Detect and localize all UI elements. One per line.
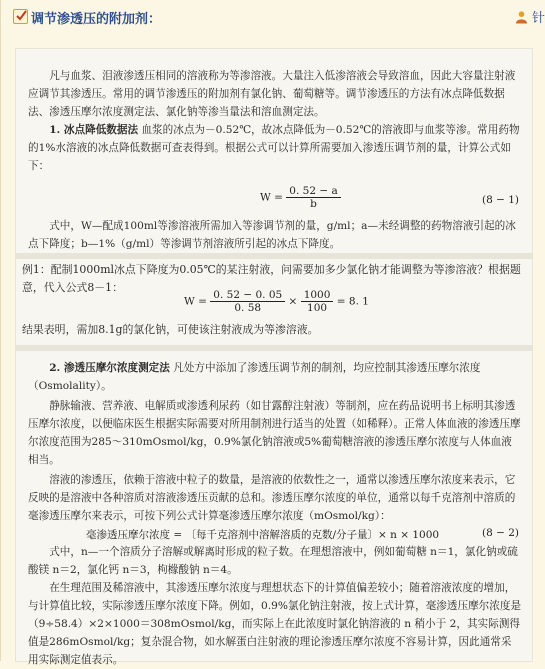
formula2-description: 式中，n—一个溶质分子溶解或解离时形成的粒子数。在理想溶液中，例如葡萄糖 n＝1，氯化钠或硫酸镁 n＝2，氯化钙 n＝3，枸橼酸钠 n＝4。 — [28, 546, 518, 576]
formula2-denominator-a: 0. 58 — [234, 302, 262, 314]
formula1-description: 式中，W—配成100ml等渗溶液所需加入等渗调节剂的量，g/ml；a—未经调整的药物溶液引起的冰点下降度；b—1%（g/ml）等渗调节剂溶液所引起的冰点下降度。 — [28, 220, 516, 250]
checkbox-icon — [13, 9, 28, 24]
header-bar — [1, 0, 543, 34]
formula-8-2: 毫渗透压摩尔浓度 = 〔每千克溶剂中溶解溶质的克数/分子量〕× n × 1000 — [86, 529, 440, 541]
section2-paragraph-3: 在生理范围及稀溶液中，其渗透压摩尔浓度与理想状态下的计算值偏差较小；随着溶液浓度的增加，与计算值比较，实际渗透压摩尔浓度下降。例如，0.9%氯化钠注射液，按上式计算，毫渗透压摩尔浓度是（9÷58.4）×2×1000＝308mOsmol/kg，而实际上在此浓度时氯化钠溶液的 n 稍小于 2，其实际测得值是286mOsmol/kg；复杂混合物，如水解蛋白注射液的理论渗透压摩尔浓度不容易计算，因此通常采用实际测定值表示。 — [28, 582, 522, 666]
formula1-denominator: b — [310, 198, 317, 210]
formula2-result: = 8. 1 — [336, 295, 369, 308]
equation-number-2: (8 − 2) — [482, 527, 520, 539]
result-text: 结果表明，需加8.1g的氯化钠，可使该注射液成为等渗溶液。 — [22, 323, 319, 336]
formula-8-1 — [260, 185, 341, 210]
example1-text: 例1：配制1000ml冰点下降度为0.05℃的某注射液，问需要加多少氯化钠才能调整为等渗溶液？根据题意，代入公式8－1： — [22, 263, 521, 294]
section1-text: 血浆的冰点为－0.52℃，故冰点降低为－0.52℃的溶液即与血浆等渗。常用药物的1%水溶液的冰点降低数据可查表得到。根据公式可以计算所需要加入渗透压调节剂的量，计算公式如下： — [28, 124, 520, 172]
formula1-numerator: 0. 52 − a — [286, 185, 340, 198]
section2-text: 凡处方中添加了渗透压调节剂的制剂，均应控制其渗透压摩尔浓度（Osmolality）。 — [28, 362, 481, 392]
user-text: 针 — [531, 11, 545, 26]
formula-example — [184, 289, 369, 314]
formula2-fraction-b — [301, 289, 334, 314]
section-separator — [16, 253, 532, 259]
formula1-lhs: W = — [260, 191, 283, 204]
user-link[interactable] — [515, 7, 545, 26]
formula2-lhs: W = — [184, 295, 207, 308]
section1-paragraph — [28, 121, 522, 175]
formula2-numerator-b: 1000 — [301, 289, 334, 302]
formula2-denominator-b: 100 — [307, 302, 328, 314]
section-separator-2 — [16, 345, 532, 351]
section2-paragraph — [28, 359, 522, 395]
formula2-multiply: × — [288, 295, 298, 308]
page-title: 调节渗透压的附加剂： — [31, 12, 162, 27]
section2-paragraph-2: 溶液的渗透压，依赖于溶液中粒子的数量，是溶液的依数性之一，通常以渗透压摩尔浓度来表示，它反映的是溶液中各种溶质对溶液渗透压贡献的总和。渗透压摩尔浓度的单位，通常以每千克溶剂中溶质的毫渗透压摩尔来表示，可按下列公式计算毫渗透压摩尔浓度（mOsmol/kg）： — [28, 474, 516, 522]
intro-paragraph: 凡与血浆、泪液渗透压相同的溶液称为等渗溶液。大量注入低渗溶液会导致溶血，因此大容量注射液应调节其渗透压。常用的调节渗透压的附加剂有氯化钠、葡萄糖等。调节渗透压的方法有冰点降低数据法、渗透压摩尔浓度测定法、氯化钠等渗当量法和溶血测定法。 — [28, 70, 516, 118]
formula2-fraction-a — [210, 289, 285, 314]
document-image — [15, 48, 533, 666]
formula1-fraction — [286, 185, 340, 210]
formula2-numerator-a: 0. 52 − 0. 05 — [210, 289, 285, 302]
section2-title: 2. 渗透压摩尔浓度测定法 — [49, 362, 170, 374]
user-icon — [515, 10, 528, 24]
section2-paragraph-1: 静脉输液、营养液、电解质或渗透利尿药（如甘露醇注射液）等制剂，应在药品说明书上标明其渗透压摩尔浓度，以便临床医生根据实际需要对所用制剂进行适当的处置（如稀释）。正常人体血液的渗透压摩尔浓度范围为285～310mOsmol/kg，0.9%氯化钠溶液或5%葡萄糖溶液的渗透压摩尔浓度与人体血液相当。 — [28, 400, 521, 466]
section1-title: 1. 冰点降低数据法 — [49, 124, 139, 136]
equation-number-1: (8 − 1) — [482, 194, 520, 206]
